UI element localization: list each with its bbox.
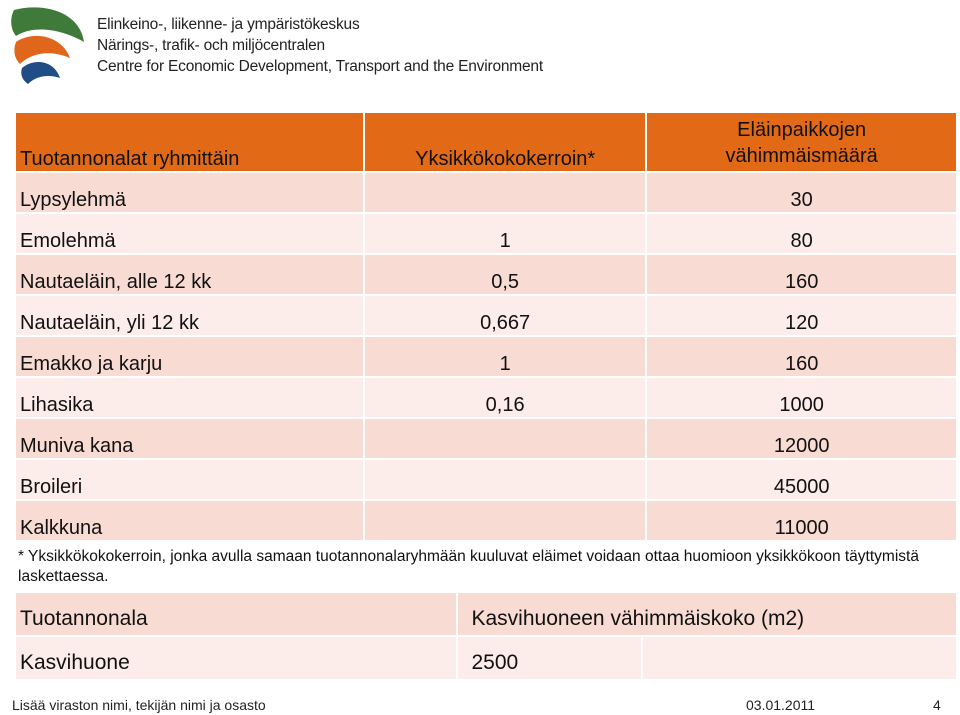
cell-minimum: 120 — [647, 296, 956, 335]
table-row — [16, 460, 956, 499]
cell-group: Kalkkuna — [16, 501, 363, 540]
footer-page-number: 4 — [933, 697, 941, 713]
table-row — [16, 419, 956, 458]
cell-group: Muniva kana — [16, 419, 363, 458]
page-header — [0, 0, 960, 90]
greenhouse-cell-sector: Kasvihuone — [16, 637, 456, 679]
greenhouse-header-row — [16, 593, 956, 635]
table-header-row — [16, 113, 956, 171]
cell-minimum: 11000 — [647, 501, 956, 540]
cell-coefficient: 0,667 — [365, 296, 645, 335]
greenhouse-data-row — [16, 637, 956, 679]
table-row — [16, 378, 956, 417]
header-min-line-2: vähimmäismäärä — [725, 145, 878, 167]
organization-name — [97, 14, 543, 77]
cell-minimum: 1000 — [647, 378, 956, 417]
table-row — [16, 214, 956, 253]
cell-coefficient — [365, 460, 645, 499]
coefficient-footnote: * Yksikkökokokerroin, jonka avulla samaan tuotannonalaryhmään kuuluvat eläimet voidaan ottaa huomioon yksikkökoon täyttymistä laskettaessa. — [18, 548, 919, 585]
greenhouse-header-min-size: Kasvihuoneen vähimmäiskoko (m2) — [458, 593, 957, 635]
slide-footer — [0, 697, 960, 715]
footer-date: 03.01.2011 — [746, 697, 816, 713]
header-production-group: Tuotannonalat ryhmittäin — [16, 113, 363, 171]
cell-coefficient: 1 — [365, 214, 645, 253]
header-unit-coefficient: Yksikkökokokerroin* — [365, 113, 645, 171]
greenhouse-table — [14, 591, 958, 681]
cell-coefficient: 0,5 — [365, 255, 645, 294]
cell-coefficient: 0,16 — [365, 378, 645, 417]
ely-logo-icon — [4, 2, 86, 86]
greenhouse-cell-min-size: 2500 — [458, 637, 641, 679]
cell-minimum: 80 — [647, 214, 956, 253]
org-name-english: Centre for Economic Development, Transport and the Environment — [97, 58, 543, 75]
cell-coefficient — [365, 501, 645, 540]
cell-group: Lihasika — [16, 378, 363, 417]
org-name-swedish: Närings-, trafik- och miljöcentralen — [97, 37, 325, 54]
table-row — [16, 296, 956, 335]
cell-minimum: 12000 — [647, 419, 956, 458]
cell-minimum: 160 — [647, 337, 956, 376]
table-row — [16, 501, 956, 540]
greenhouse-header-sector-label: Tuotannonala — [20, 607, 148, 630]
header-min-animal-places — [647, 113, 956, 171]
table-row — [16, 255, 956, 294]
cell-group: Nautaeläin, alle 12 kk — [16, 255, 363, 294]
animal-units-table — [14, 111, 958, 542]
cell-group: Emakko ja karju — [16, 337, 363, 376]
header-min-line-1: Eläinpaikkojen — [737, 119, 867, 141]
cell-minimum: 45000 — [647, 460, 956, 499]
greenhouse-header-sector — [16, 593, 456, 635]
footer-agency-text: Lisää viraston nimi, tekijän nimi ja osasto — [12, 697, 266, 713]
cell-coefficient: 1 — [365, 337, 645, 376]
cell-minimum: 160 — [647, 255, 956, 294]
cell-coefficient — [365, 173, 645, 212]
cell-group: Lypsylehmä — [16, 173, 363, 212]
table-row — [16, 337, 956, 376]
table-row — [16, 173, 956, 212]
org-name-finnish: Elinkeino-, liikenne- ja ympäristökeskus — [97, 16, 360, 33]
cell-coefficient — [365, 419, 645, 458]
greenhouse-cell-empty — [643, 637, 956, 679]
cell-minimum: 30 — [647, 173, 956, 212]
cell-group: Nautaeläin, yli 12 kk — [16, 296, 363, 335]
cell-group: Emolehmä — [16, 214, 363, 253]
cell-group: Broileri — [16, 460, 363, 499]
